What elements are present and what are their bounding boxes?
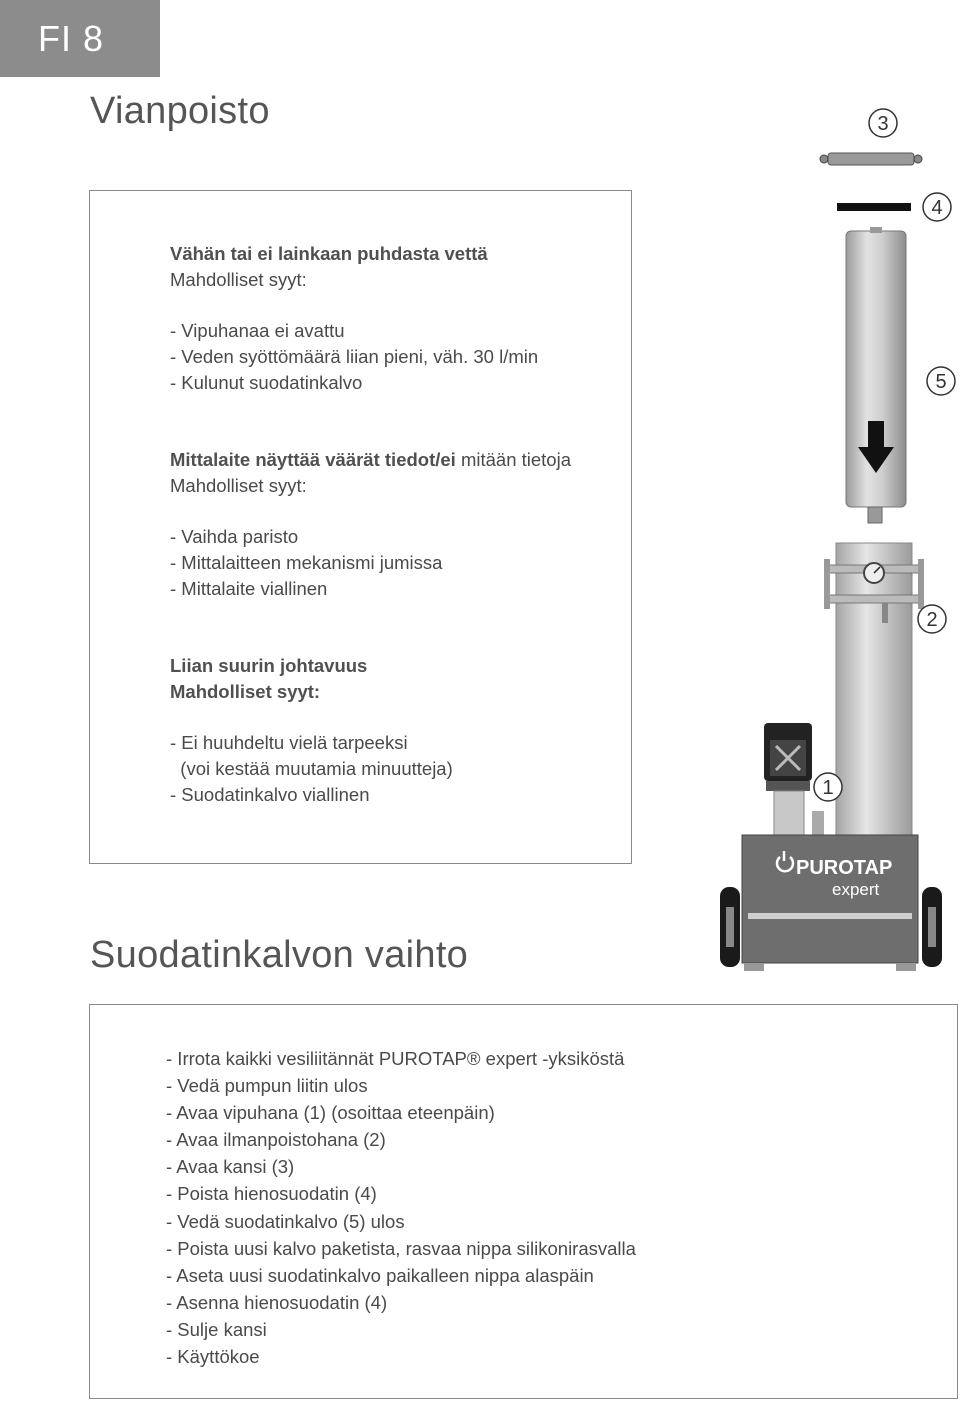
step-item: - Avaa vipuhana (1) (osoittaa eteenpäin) [166, 1102, 495, 1124]
section-heading: Vähän tai ei lainkaan puhdasta vettä [170, 243, 488, 264]
cause-item: - Kulunut suodatinkalvo [170, 371, 363, 393]
step-item: - Asenna hienosuodatin (4) [166, 1291, 388, 1313]
membrane-steps-list [166, 1045, 636, 1370]
step-item: - Avaa ilmanpoistohana (2) [166, 1129, 386, 1151]
step-item: - Poista hienosuodatin (4) [166, 1183, 377, 1205]
brand-sub: expert [832, 880, 880, 899]
trouble-section-3 [170, 653, 453, 808]
troubleshooting-box [89, 190, 632, 864]
cause-item: - Veden syöttömäärä liian pieni, väh. 30 l/min [170, 346, 539, 368]
causes-label: Mahdolliset syyt: [170, 474, 307, 496]
trouble-section-1 [170, 241, 538, 396]
section-heading-rest: mitään tietoja [455, 449, 571, 470]
cause-item: - Mittalaite viallinen [170, 577, 328, 599]
cause-item: (voi kestää muutamia minuutteja) [170, 758, 453, 780]
section-heading: Mittalaite näyttää väärät tiedot/ei [170, 449, 456, 470]
causes-label: Mahdolliset syyt: [170, 268, 307, 290]
callout-label: 4 [931, 197, 943, 219]
step-item: - Poista uusi kalvo paketista, rasvaa nippa silikonirasvalla [166, 1237, 636, 1259]
cause-item: - Mittalaitteen mekanismi jumissa [170, 552, 443, 574]
cause-item: - Vaihda paristo [170, 526, 299, 548]
troubleshooting-title: Vianpoisto [90, 90, 270, 132]
clamp-ring [820, 153, 922, 165]
membrane-cylinder [846, 227, 906, 523]
brand-name: PUROTAP [796, 857, 893, 879]
callout-label: 3 [877, 113, 889, 135]
cause-item: - Suodatinkalvo viallinen [170, 783, 370, 805]
base-cabinet [720, 835, 942, 971]
fine-filter [837, 203, 911, 211]
step-item: - Vedä suodatinkalvo (5) ulos [166, 1210, 405, 1232]
section-heading: Liian suurin johtavuus [170, 655, 368, 676]
callout-label: 1 [822, 777, 834, 799]
step-item: - Sulje kansi [166, 1318, 267, 1340]
callout-label: 5 [935, 371, 947, 393]
causes-label: Mahdolliset syyt: [170, 680, 321, 702]
step-item: - Irrota kaikki vesiliitännät PUROTAP® expert -yksiköstä [166, 1048, 625, 1069]
step-item: - Käyttökoe [166, 1346, 260, 1368]
step-item: - Aseta uusi suodatinkalvo paikalleen nippa alaspäin [166, 1264, 594, 1286]
cause-item: - Ei huuhdeltu vielä tarpeeksi [170, 732, 408, 754]
step-item: - Avaa kansi (3) [166, 1156, 295, 1178]
trouble-section-2 [170, 447, 571, 602]
step-item: - Vedä pumpun liitin ulos [166, 1075, 368, 1097]
membrane-change-title: Suodatinkalvon vaihto [90, 934, 469, 976]
purotap-unit-illustration [700, 95, 960, 985]
membrane-change-box [89, 1004, 958, 1399]
callout-label: 2 [926, 609, 938, 631]
cause-item: - Vipuhanaa ei avattu [170, 320, 345, 342]
page-label: FI 8 [0, 0, 160, 77]
